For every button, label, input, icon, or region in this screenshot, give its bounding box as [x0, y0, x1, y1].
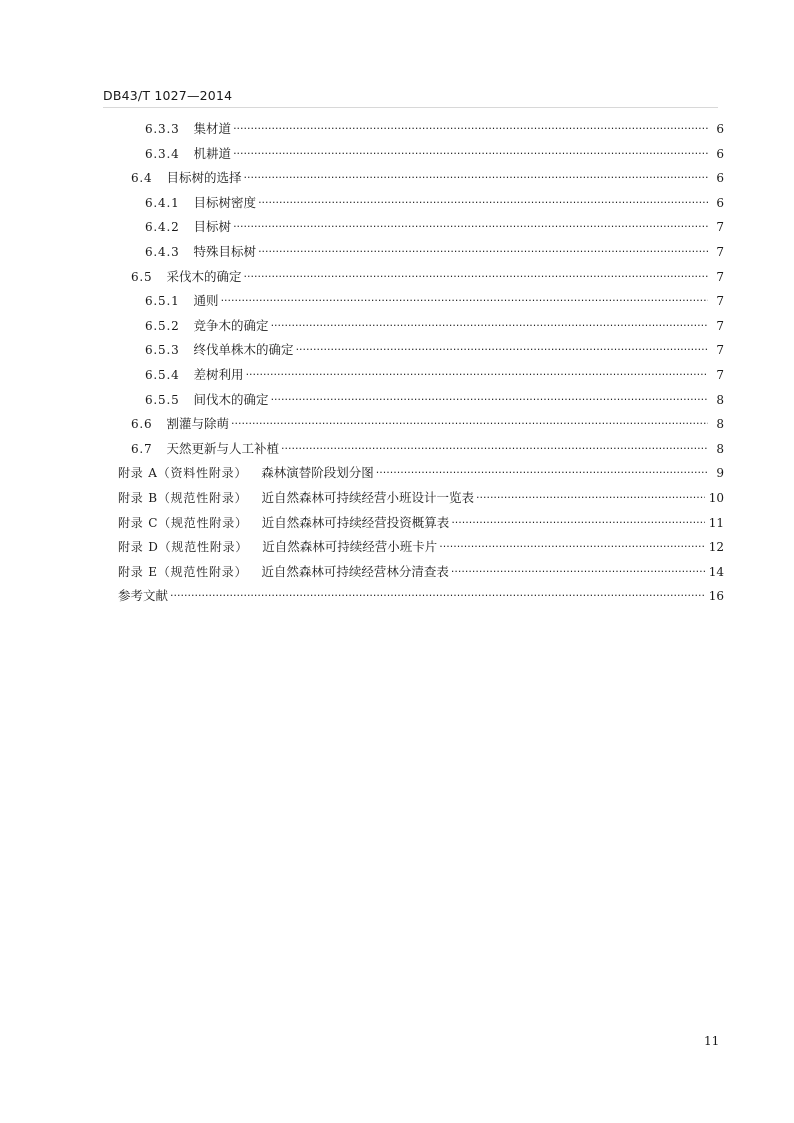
toc-entry-number: 6.5.3 [145, 343, 180, 358]
toc-entry[interactable] [118, 584, 724, 608]
toc-entry[interactable] [118, 486, 724, 510]
toc-entry-title: 天然更新与人工补植 [166, 440, 279, 456]
toc-entry-number: 6.4.3 [145, 245, 180, 259]
toc-entry-page: 7 [716, 343, 724, 358]
toc-entry-label [145, 142, 231, 166]
toc-entry[interactable] [118, 511, 724, 535]
toc-entry-number: 附录 C（规范性附录） [118, 515, 248, 530]
toc-entry-label [131, 437, 279, 461]
toc-entry[interactable] [118, 560, 724, 584]
toc-entry[interactable] [131, 412, 724, 436]
toc-entry-number: 6.4.2 [145, 220, 180, 235]
toc-entry-title: 近自然森林可持续经营小班设计一览表 [261, 490, 474, 505]
toc-entry-title: 近自然森林可持续经营林分清查表 [261, 563, 449, 579]
toc-entry-number: 附录 B（规范性附录） [118, 491, 248, 505]
toc-dot-leader [376, 461, 708, 485]
document-code-header: DB43/T 1027—2014 [103, 88, 233, 103]
toc-entry-page: 10 [708, 491, 724, 505]
toc-entry-label [131, 166, 242, 190]
toc-entry[interactable] [145, 363, 724, 387]
toc-entry-number: 附录 E（规范性附录） [118, 564, 248, 579]
toc-entry-label [145, 191, 256, 215]
toc-entry-page: 14 [708, 564, 724, 579]
toc-entry-page: 6 [716, 122, 724, 136]
toc-entry-title: 间伐木的确定 [193, 391, 269, 407]
toc-entry-label [145, 215, 231, 239]
toc-entry-label [145, 289, 219, 313]
toc-entry-page: 8 [716, 441, 724, 456]
toc-entry-label [131, 265, 242, 289]
toc-entry-number: 6.5.5 [145, 392, 180, 407]
toc-entry[interactable] [145, 117, 724, 141]
toc-dot-leader [244, 166, 709, 190]
toc-entry-label [118, 486, 474, 510]
toc-entry-label [118, 461, 374, 485]
toc-entry-title: 通则 [193, 293, 219, 309]
toc-entry-number: 6.3.4 [145, 146, 180, 161]
toc-dot-leader [451, 560, 705, 584]
toc-entry-title: 目标树的选择 [166, 170, 242, 186]
toc-entry-label [145, 117, 231, 141]
toc-dot-leader [231, 412, 708, 436]
toc-entry-number: 附录 D（规范性附录） [118, 540, 249, 555]
toc-entry-title: 近自然森林可持续经营投资概算表 [261, 514, 450, 530]
toc-entry-page: 7 [716, 318, 724, 333]
toc-entry-page: 7 [716, 220, 724, 235]
toc-dot-leader [170, 584, 705, 608]
toc-dot-leader [281, 437, 708, 461]
toc-entry-page: 6 [716, 146, 724, 161]
toc-entry-number: 6.4 [131, 171, 153, 186]
toc-entry[interactable] [131, 166, 724, 190]
page-number: 11 [704, 1034, 720, 1048]
toc-entry-page: 8 [716, 417, 724, 432]
toc-entry-number: 6.5.2 [145, 318, 180, 333]
toc-entry-page: 6 [716, 195, 724, 210]
toc-entry-page: 11 [708, 515, 724, 530]
toc-entry-label [145, 338, 294, 362]
toc-entry-title: 割灌与除萌 [166, 416, 229, 432]
toc-dot-leader [233, 215, 708, 239]
toc-dot-leader [258, 240, 708, 264]
toc-dot-leader [451, 511, 704, 535]
toc-entry-number: 6.3.3 [145, 122, 180, 136]
toc-entry-number: 6.4.1 [145, 195, 180, 210]
toc-entry-page: 12 [708, 540, 724, 555]
toc-entry-title: 终伐单株木的确定 [193, 342, 294, 358]
toc-entry-label [145, 388, 269, 412]
toc-entry[interactable] [145, 215, 724, 239]
toc-entry-number: 6.5.4 [145, 368, 180, 382]
toc-entry[interactable] [145, 314, 724, 338]
toc-entry[interactable] [145, 191, 724, 215]
toc-entry-page: 6 [716, 171, 724, 186]
toc-entry[interactable] [145, 240, 724, 264]
toc-dot-leader [244, 265, 709, 289]
toc-entry-label [131, 412, 229, 436]
toc-entry-page: 7 [716, 269, 724, 284]
toc-entry-title: 参考文献 [118, 588, 169, 604]
toc-dot-leader [296, 338, 708, 362]
toc-entry[interactable] [145, 289, 724, 313]
toc-entry[interactable] [145, 142, 724, 166]
toc-entry-label [118, 535, 437, 559]
toc-entry[interactable] [131, 437, 724, 461]
toc-entry-number: 6.7 [131, 441, 153, 456]
toc-entry-title: 机耕道 [193, 145, 232, 161]
toc-dot-leader [233, 142, 708, 166]
toc-entry[interactable] [145, 388, 724, 412]
toc-entry-title: 目标树密度 [193, 194, 257, 210]
toc-entry-label [118, 511, 449, 535]
toc-entry-title: 森林演替阶段划分图 [261, 465, 374, 481]
toc-entry-title: 近自然森林可持续经营小班卡片 [262, 539, 438, 555]
toc-entry-number: 6.5 [131, 269, 153, 284]
toc-dot-leader [246, 363, 708, 387]
toc-entry-page: 8 [716, 392, 724, 407]
toc-entry-number: 6.5.1 [145, 294, 180, 309]
toc-entry-label [118, 560, 449, 584]
toc-dot-leader [271, 388, 708, 412]
toc-entry-title: 集材道 [193, 121, 232, 136]
toc-dot-leader [271, 314, 708, 338]
toc-dot-leader [221, 289, 708, 313]
toc-entry-title: 竞争木的确定 [193, 317, 269, 333]
toc-entry-label [145, 240, 256, 264]
toc-dot-leader [258, 191, 708, 215]
toc-entry[interactable] [118, 535, 724, 559]
toc-dot-leader [439, 535, 704, 559]
toc-entry-page: 9 [716, 466, 724, 481]
toc-entry-label [118, 584, 168, 608]
toc-entry-title: 差树利用 [193, 367, 244, 382]
toc-entry-number: 6.6 [131, 417, 153, 432]
toc-dot-leader [233, 117, 708, 141]
toc-entry-page: 7 [716, 245, 724, 259]
toc-entry-title: 特殊目标树 [193, 244, 257, 259]
toc-entry-title: 目标树 [193, 219, 232, 235]
toc-entry[interactable] [118, 461, 724, 485]
toc-entry-label [145, 363, 244, 387]
toc-dot-leader [476, 486, 705, 510]
toc-entry-number: 附录 A（资料性附录） [118, 466, 248, 481]
toc-entry-page: 7 [716, 294, 724, 309]
toc-entry-page: 7 [716, 368, 724, 382]
toc-entry-page: 16 [708, 589, 724, 604]
header-rule [103, 107, 718, 108]
toc-entry-label [145, 314, 269, 338]
toc-entry[interactable] [131, 265, 724, 289]
toc-entry-title: 采伐木的确定 [166, 268, 242, 284]
toc-entry[interactable] [145, 338, 724, 362]
